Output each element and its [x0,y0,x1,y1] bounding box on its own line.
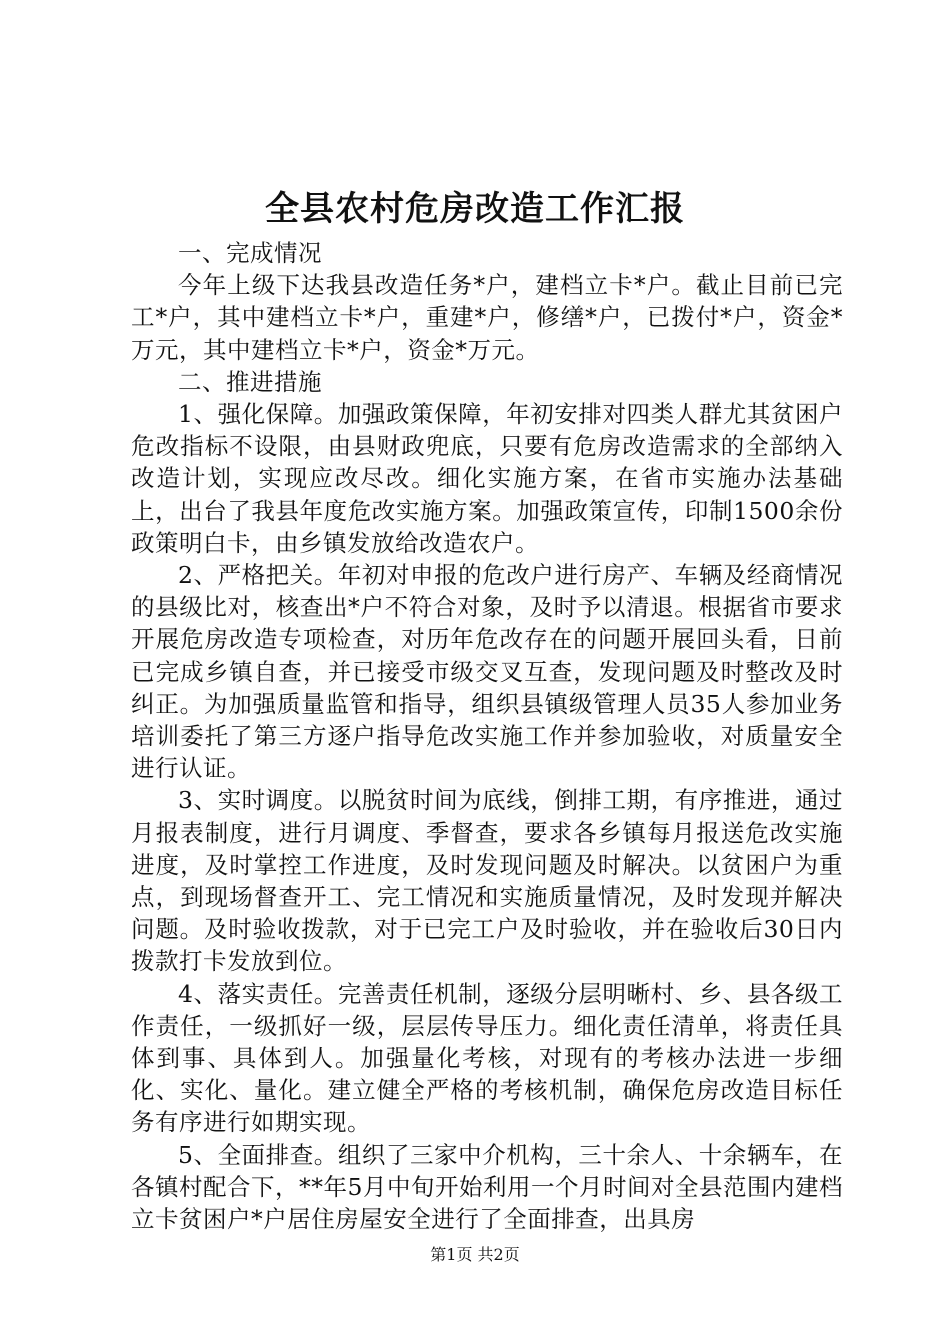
paragraph: 3、实时调度。以脱贫时间为底线，倒排工期，有序推进，通过月报表制度，进行月调度、季督查，要求各乡镇每月报送危改实施进度，及时掌控工作进度，及时发现问题及时解决。以贫困户为重点，到现场督查开工、完工情况和实施质量情况，及时发现并解决问题。及时验收拨款，对于已完工户及时验收，并在验收后30日内拨款打卡发放到位。 [131,786,843,976]
paragraph: 2、严格把关。年初对申报的危改户进行房产、车辆及经商情况的县级比对，核查出*户不符合对象，及时予以清退。根据省市要求开展危房改造专项检查，对历年危改存在的问题开展回头看，日前已完成乡镇自查，并已接受市级交叉互查，发现问题及时整改及时纠正。为加强质量监管和指导，组织县镇级管理人员35人参加业务培训委托了第三方逐户指导危改实施工作并参加验收，对质量安全进行认证。 [131,561,843,783]
document-title: 全县农村危房改造工作汇报 [265,189,685,229]
section-heading: 一、完成情况 [178,239,322,267]
paragraph: 1、强化保障。加强政策保障，年初安排对四类人群尤其贫困户危改指标不设限，由县财政兜底，只要有危房改造需求的全部纳入改造计划，实现应改尽改。细化实施方案，在省市实施办法基础上，出台了我县年度危改实施方案。加强政策宣传，印制1500余份政策明白卡，由乡镇发放给改造农户。 [131,400,843,557]
paragraph: 4、落实责任。完善责任机制，逐级分层明晰村、乡、县各级工作责任，一级抓好一级，层层传导压力。细化责任清单，将责任具体到事、具体到人。加强量化考核，对现有的考核办法进一步细化、实化、量化。建立健全严格的考核机制，确保危房改造目标任务有序进行如期实现。 [131,979,843,1137]
document-body [131,237,843,1235]
paragraph: 5、全面排查。组织了三家中介机构，三十余人、十余辆车，在各镇村配合下，**年5月中旬开始利用一个月时间对全县范围内建档立卡贫困户*户居住房屋安全进行了全面排查，出具房 [131,1140,843,1234]
paragraph: 今年上级下达我县改造任务*户，建档立卡*户。截止目前已完工*户，其中建档立卡*户，重建*户，修缮*户，已拨付*户，资金*万元，其中建档立卡*户，资金*万元。 [131,271,843,364]
page-footer: 第1页 共2页 [430,1245,520,1264]
section-heading: 二、推进措施 [178,367,322,396]
